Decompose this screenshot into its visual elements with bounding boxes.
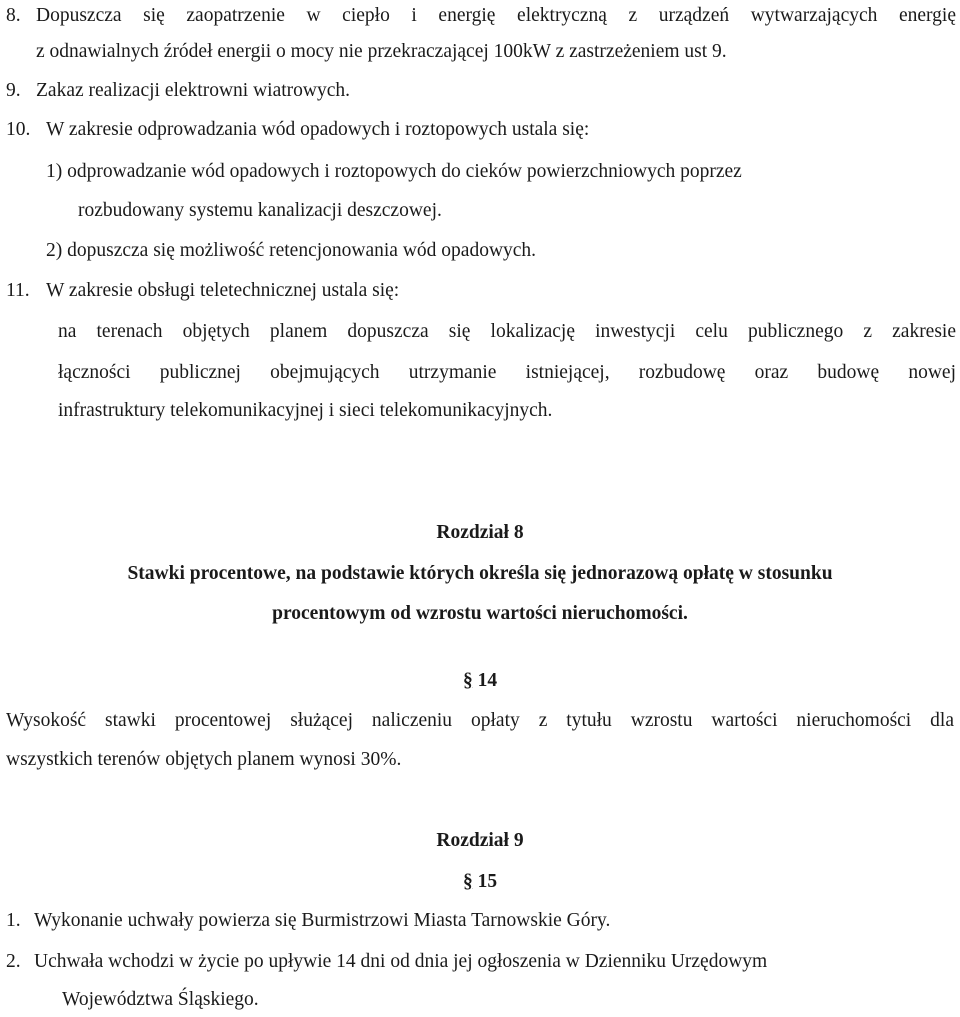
list-item-continuation: Województwa Śląskiego. xyxy=(62,989,259,1010)
sub-item-text: 2) dopuszcza się możliwość retencjonowania wód opadowych. xyxy=(46,240,537,261)
list-item-text: W zakresie obsługi teletechnicznej ustala się: xyxy=(46,280,400,301)
section-symbol: § xyxy=(462,670,473,691)
chapter-title: Rozdział 9 xyxy=(436,830,524,851)
list-item-text: Uchwała wchodzi w życie po upływie 14 dni od dnia jej ogłoszenia w Dzienniku Urzędowym xyxy=(34,951,768,972)
section-number: 15 xyxy=(477,871,498,892)
paragraph-line: na terenach objętych planem dopuszcza się lokalizację inwestycji celu publicznego z zakresie xyxy=(58,321,956,342)
list-number: 1. xyxy=(6,910,21,931)
list-item-continuation: z odnawialnych źródeł energii o mocy nie przekraczającej 100kW z zastrzeżeniem ust 9. xyxy=(36,41,727,62)
list-item-text: W zakresie odprowadzania wód opadowych i roztopowych ustala się: xyxy=(46,119,590,140)
list-number: 9. xyxy=(6,80,21,101)
list-number: 8. xyxy=(6,5,21,26)
section-heading xyxy=(0,870,960,894)
list-item-text: Dopuszcza się zaopatrzenie w ciepło i energię elektryczną z urządzeń wytwarzających energię xyxy=(36,5,956,26)
paragraph-line: łączności publicznej obejmujących utrzymanie istniejącej, rozbudowę oraz budowę nowej xyxy=(58,362,956,383)
chapter-title: Rozdział 8 xyxy=(436,522,524,543)
chapter-subtitle: Stawki procentowe, na podstawie których określa się jednorazową opłatę w stosunku xyxy=(127,563,833,584)
list-item-text: Wykonanie uchwały powierza się Burmistrzowi Miasta Tarnowskie Góry. xyxy=(34,910,611,931)
section-number: 14 xyxy=(477,670,498,691)
paragraph-line: infrastruktury telekomunikacyjnej i sieci telekomunikacyjnych. xyxy=(58,400,553,421)
list-number: 2. xyxy=(6,951,21,972)
chapter-subtitle: procentowym od wzrostu wartości nieruchomości. xyxy=(272,603,688,624)
sub-item-text: 1) odprowadzanie wód opadowych i roztopowych do cieków powierzchniowych poprzez xyxy=(46,161,742,182)
section-heading xyxy=(0,669,960,693)
section-symbol: § xyxy=(462,871,473,892)
list-number: 10. xyxy=(6,119,31,140)
sub-item-continuation: rozbudowany systemu kanalizacji deszczowej. xyxy=(78,200,442,221)
list-item-text: Zakaz realizacji elektrowni wiatrowych. xyxy=(36,80,351,101)
section-text: wszystkich terenów objętych planem wynosi 30%. xyxy=(6,749,402,770)
section-text: Wysokość stawki procentowej służącej naliczeniu opłaty z tytułu wzrostu wartości nieruchomości dla xyxy=(6,710,954,731)
list-number: 11. xyxy=(6,280,30,301)
